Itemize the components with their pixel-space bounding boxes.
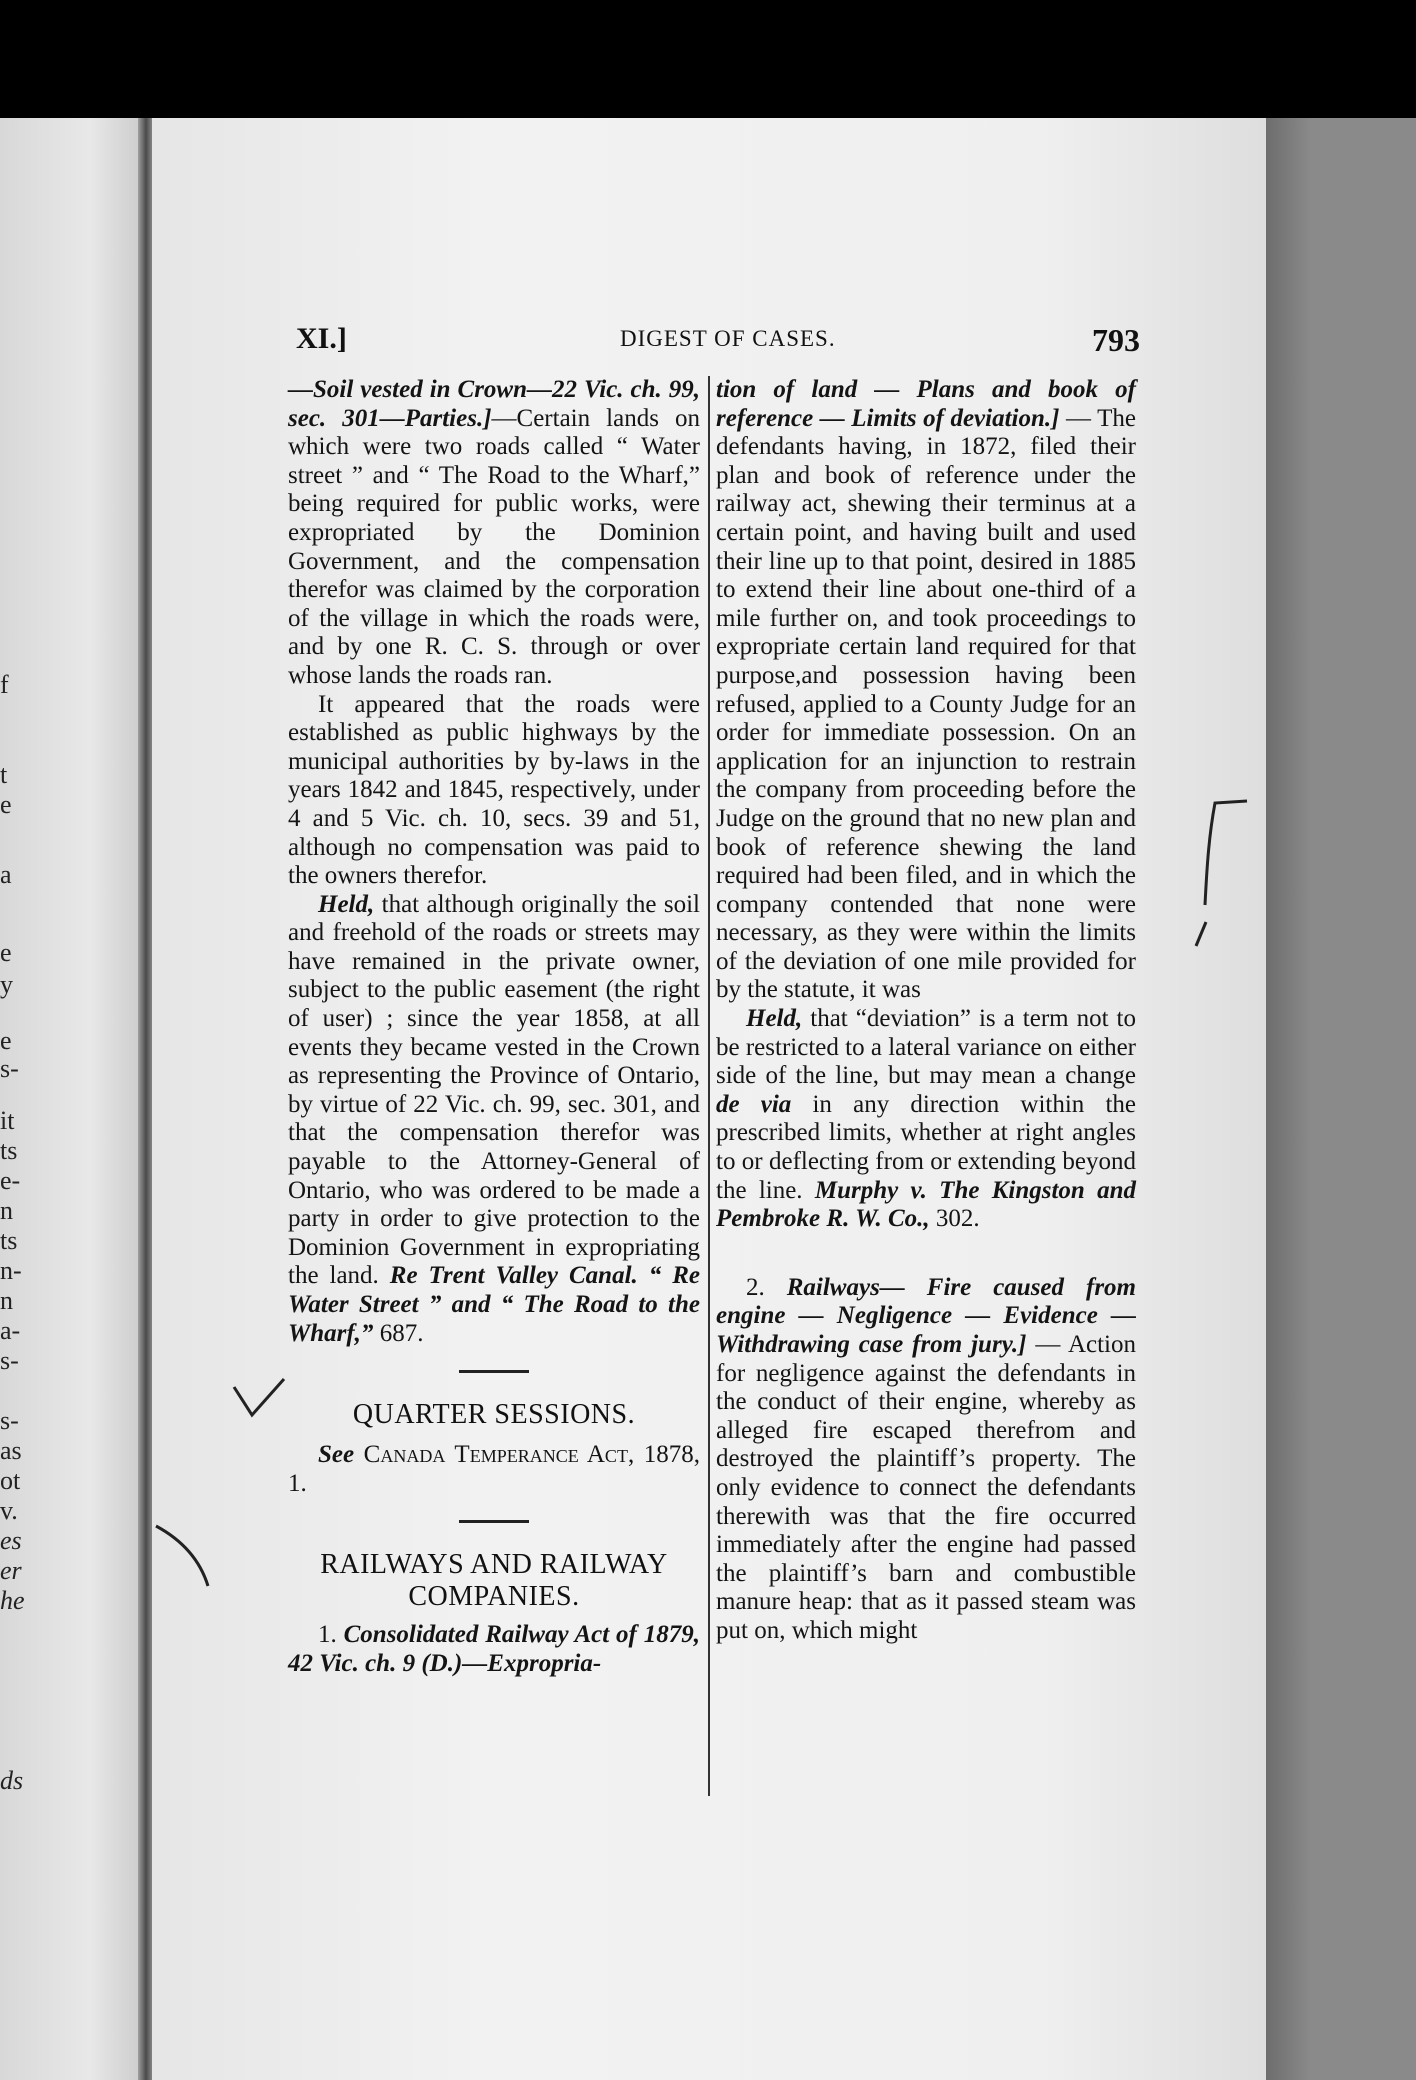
entry-heading: Consolidated Railway Act of 1879, 42 Vic. ch. 9 (D.)—Expropria- (288, 1621, 700, 1677)
entry-text: —Certain lands on which were two roads called “ Water street ” and “ The Road to the Wharf,” being required for public works, were expropriated by the Dominion Government, and the compensation therefor was claimed by the corporation of the village in which the roads were, and by one R. C. S. through or over whose lands the roads ran. (288, 404, 701, 689)
previous-page-edge (0, 118, 150, 2080)
page-right-edge (1266, 118, 1416, 2080)
paragraph: It appeared that the roads were established as public highways by the municipal authorities by by-laws in the years 1842 and 1845, respectively, under 4 and 5 Vic. ch. 10, secs. 39 and 51, although no compensation was paid to the owners therefor. (288, 690, 700, 890)
margin-fragment: s- (0, 1346, 19, 1375)
margin-fragment: he (0, 1586, 25, 1615)
margin-fragment: s- (0, 1406, 19, 1435)
cross-reference: Canada Temperance Act, (354, 1441, 635, 1469)
held-paragraph (288, 891, 700, 1349)
margin-fragment: e- (0, 1166, 21, 1195)
running-header (290, 322, 1140, 362)
latin-term: de via (716, 1090, 792, 1118)
left-column (288, 376, 700, 1679)
entry-heading: Railways— Fire caused from engine — Negligence — Evidence — Withdrawing case from jury.] (716, 1273, 1136, 1358)
held-text-2: in any direction within the prescribed limits, whether at right angles to or deflecting from or extending beyond the line. (716, 1090, 1136, 1204)
section-rule (459, 1370, 529, 1373)
margin-fragment: er (0, 1556, 22, 1585)
margin-fragment: f (0, 670, 9, 699)
right-column (716, 376, 1136, 1646)
entry-fire-from-engine (716, 1274, 1136, 1646)
margin-fragment: t (0, 760, 8, 789)
margin-fragment: ts (0, 1226, 18, 1255)
running-title: DIGEST OF CASES. (620, 326, 836, 351)
cross-reference-tail: 1878, 1. (288, 1441, 700, 1497)
margin-fragment: ds (0, 1766, 24, 1795)
margin-fragment: es (0, 1526, 22, 1555)
entry-text: — The defendants having, in 1872, filed their plan and book of reference under the railway act, shewing their terminus at a certain point, and having built and used their line up to that point, desired in 1885 to extend their line about one-third of a mile further on, and took proceedings to expropriate certain land required for that purpose,and possession having been refused, applied to a County Judge for an order for immediate possession. On an application for an injunction to restrain the company from proceeding before the Judge on the ground that no new plan and book of reference shewing the land required had been filed, and in which the company contended that none were necessary, as they were within the limits of the deviation of one mile provided for by the statute, it was (716, 404, 1136, 1004)
margin-fragment: v. (0, 1496, 18, 1525)
held-text: that although originally the soil and freehold of the roads or streets may have remained in the private owner, subject to the public easement (the right of user) ; since the year 1858, at all events they became vested in the Crown as representing the Province of Ontario, by virtue of 22 Vic. ch. 99, sec. 301, and that the compensation therefor was payable to the Attorney-General of Ontario, who was ordered to be made a party in order to give protection to the Dominion Government in expropriating the land. (288, 890, 700, 1290)
entry-heading: —Soil vested in Crown—22 Vic. ch. 99, sec. 301—Parties.] (288, 376, 700, 432)
entry-expropriation (716, 376, 1136, 1005)
margin-fragment: a (0, 860, 12, 889)
margin-fragment: as (0, 1436, 22, 1465)
held-label: Held, (318, 890, 375, 918)
pencil-bracket-mark (1185, 795, 1255, 915)
pencil-curve-mark (152, 1520, 212, 1590)
margin-fragment: a- (0, 1316, 21, 1345)
section-heading-railways: RAILWAYS AND RAILWAY (320, 1549, 668, 1581)
held-label: Held, (746, 1005, 803, 1033)
case-citation: Re Trent Valley Canal. “ Re Water Street ” and “ The Road to the Wharf,” (288, 1262, 700, 1347)
margin-fragment: n (0, 1286, 13, 1315)
case-citation: Murphy v. The Kingston and Pembroke R. W. Co., (716, 1176, 1137, 1233)
section-heading-quarter-sessions: QUARTER SESSIONS. (352, 1399, 636, 1431)
section-heading-railways-2: COMPANIES. (408, 1581, 580, 1613)
margin-fragment: e (0, 1026, 12, 1055)
held-text: that “deviation” is a term not to be restricted to a lateral variance on either side of the line, but may mean a change (716, 1005, 1136, 1090)
chapter-label: XI.] (296, 322, 347, 355)
pencil-check-mark (230, 1375, 290, 1425)
entry-soil-vested (288, 376, 700, 691)
entry-consolidated-railway-act (288, 1621, 700, 1678)
page-number: 793 (1092, 322, 1140, 358)
entry-number: 2. (746, 1273, 765, 1301)
margin-fragment: ts (0, 1136, 18, 1165)
margin-fragment: e (0, 938, 12, 967)
see-reference (288, 1441, 700, 1498)
entry-heading: tion of land — Plans and book of reference — Limits of deviation.] (716, 376, 1136, 432)
held-paragraph (716, 1005, 1136, 1234)
see-label: See (318, 1441, 355, 1469)
margin-fragment: s- (0, 1054, 19, 1083)
margin-fragment: it (0, 1106, 15, 1135)
entry-spacer (716, 1234, 1136, 1274)
margin-fragment: n (0, 1196, 13, 1225)
margin-fragment: y (0, 970, 13, 999)
entry-text: — Action for negligence against the defendants in the conduct of their engine, whereby as alleged fire escaped therefrom and destroyed the plaintiff’s property. The only evidence to connect the defendants therewith was that the fire occurred immediately after the engine had passed the plaintiff’s barn and combustible manure heap: that as it passed steam was put on, which might (716, 1331, 1136, 1644)
margin-fragment: e (0, 790, 12, 819)
case-page: 687. (373, 1319, 424, 1347)
margin-fragment: ot (0, 1466, 21, 1495)
pencil-tick-mark (1190, 920, 1214, 950)
case-page: 302. (929, 1205, 980, 1233)
entry-number: 1. (318, 1621, 337, 1649)
column-divider (708, 376, 710, 1796)
margin-fragment: n- (0, 1256, 22, 1285)
section-rule (459, 1520, 529, 1523)
